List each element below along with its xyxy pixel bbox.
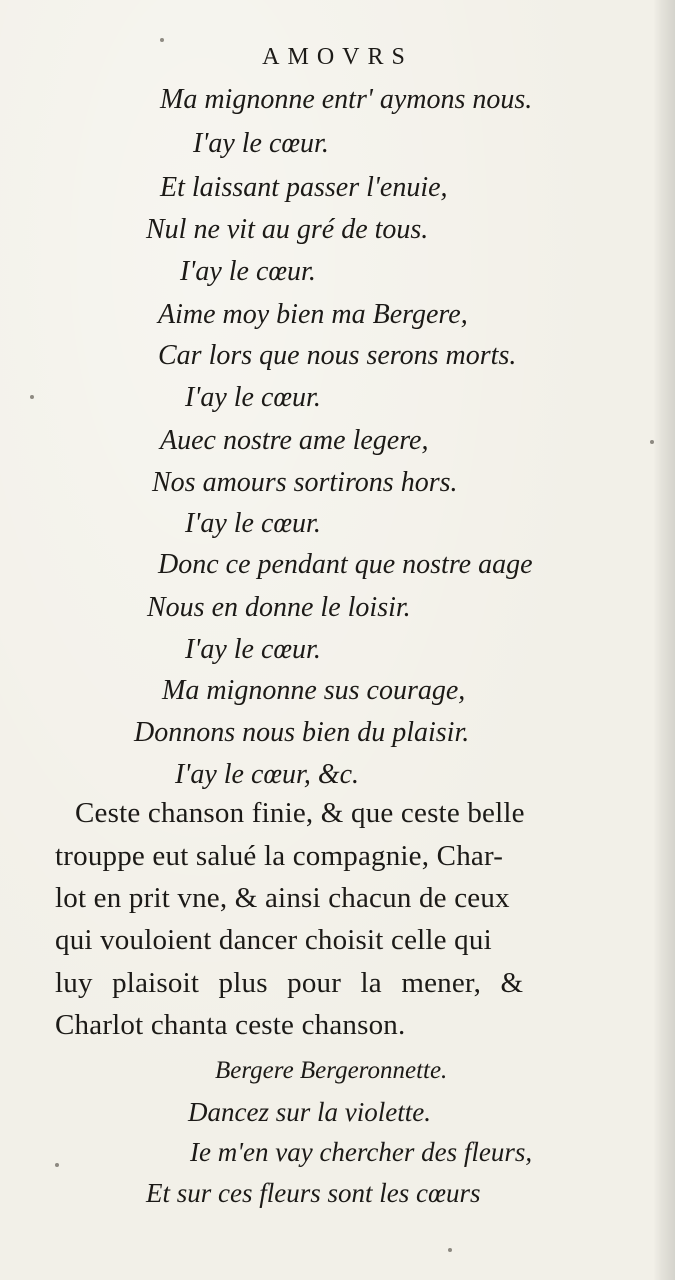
text-line: I'ay le cœur. [185, 508, 321, 539]
ink-speck [448, 1248, 452, 1252]
text-line: Aime moy bien ma Bergere, [158, 299, 468, 330]
text-line: Et laissant passer l'enuie, [160, 172, 448, 203]
text-line: Charlot chanta ceste chanson. [55, 1009, 406, 1041]
text-line: qui vouloient dancer choisit celle qui [55, 924, 492, 956]
text-line: Nul ne vit au gré de tous. [146, 214, 429, 245]
text-line: Nous en donne le loisir. [147, 592, 411, 623]
running-head: AMOVRS [262, 44, 413, 70]
text-line: Ma mignonne sus courage, [162, 675, 466, 706]
text-line: Dancez sur la violette. [188, 1097, 431, 1127]
text-line: Ie m'en vay chercher des fleurs, [190, 1137, 533, 1167]
text-line: trouppe eut salué la compagnie, Char- [55, 840, 504, 872]
ink-speck [160, 38, 164, 42]
text-line: Ma mignonne entr' aymons nous. [160, 84, 533, 115]
page-binding-shadow [653, 0, 675, 1280]
text-line: I'ay le cœur. [185, 634, 321, 665]
text-line: luy plaisoit plus pour la mener, & [55, 967, 524, 999]
text-line: Car lors que nous serons morts. [158, 340, 517, 371]
text-line: Nos amours sortirons hors. [152, 467, 458, 498]
ink-speck [30, 395, 34, 399]
ink-speck [55, 1163, 59, 1167]
text-line: Auec nostre ame legere, [160, 425, 429, 456]
text-line: Et sur ces fleurs sont les cœurs [146, 1178, 481, 1208]
ink-speck [650, 440, 654, 444]
text-line: I'ay le cœur. [185, 382, 321, 413]
text-line: Ceste chanson finie, & que ceste belle [75, 797, 525, 829]
text-line: Donnons nous bien du plaisir. [134, 717, 470, 748]
text-line: lot en prit vne, & ainsi chacun de ceux [55, 882, 510, 914]
text-line: I'ay le cœur. [180, 256, 316, 287]
text-line: Bergere Bergeronnette. [215, 1057, 448, 1084]
text-line: I'ay le cœur. [193, 128, 329, 159]
text-line: I'ay le cœur, &c. [175, 759, 360, 790]
text-line: Donc ce pendant que nostre aage [158, 549, 533, 580]
